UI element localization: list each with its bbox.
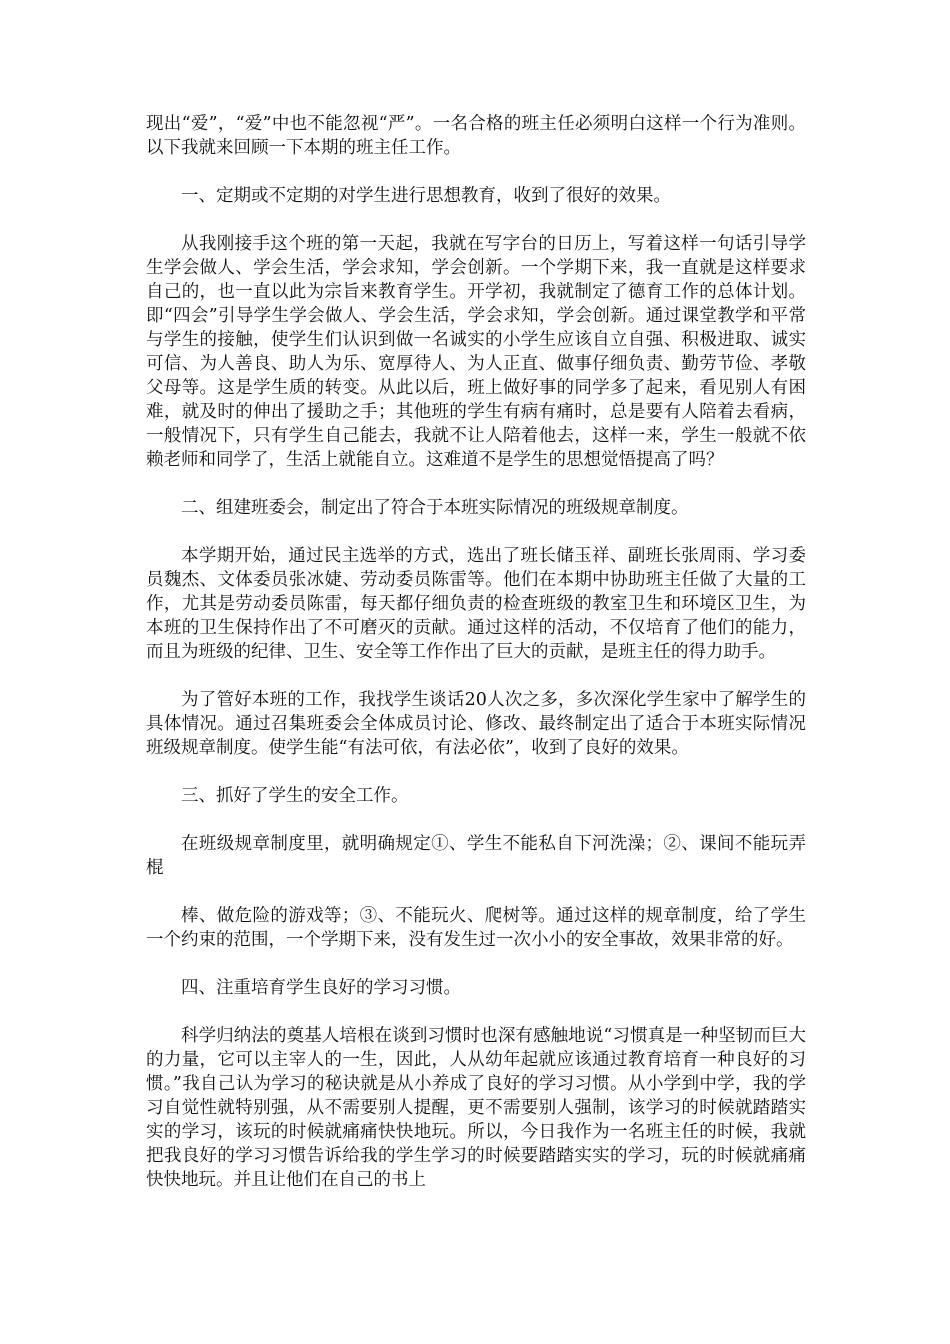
- document-page: [146, 112, 806, 1216]
- body-paragraph: 本学期开始，通过民主选举的方式，选出了班长储玉祥、副班长张周雨、学习委员魏杰、文体委员张冰婕、劳动委员陈雷等。他们在本期中协助班主任做了大量的工作，尤其是劳动委员陈雷，每天都仔细负责的检查班级的教室卫生和环境区卫生，为本班的卫生保持作出了不可磨灭的贡献。通过这样的活动，不仅培育了他们的能力，而且为班级的纪律、卫生、安全等工作作出了巨大的贡献，是班主任的得力助手。: [146, 546, 806, 662]
- body-paragraph: 为了管好本班的工作，我找学生谈话20人次之多，多次深化学生家中了解学生的具体情况。通过召集班委会全体成员讨论、修改、最终制定出了适合于本班实际情况班级规章制度。使学生能“有法可依，有法必依”，收到了良好的效果。: [146, 690, 806, 758]
- body-paragraph: 科学归纳法的奠基人培根在谈到习惯时也深有感触地说“习惯真是一种坚韧而巨大的力量，它可以主宰人的一生，因此，人从幼年起就应该通过教育培育一种良好的习惯。”我自己认为学习的秘诀就是从小养成了良好的学习习惯。从小学到中学，我的学习自觉性就特别强，从不需要别人提醒，更不需要别人强制，该学习的时候就踏踏实实的学习，该玩的时候就痛痛快快地玩。所以，今日我作为一名班主任的时候，我就把我良好的学习习惯告诉给我的学生学习的时候要踏踏实实的学习，玩的时候就痛痛快快地玩。并且让他们在自己的书上: [146, 1026, 806, 1190]
- section-heading-1: 一、定期或不定期的对学生进行思想教育，收到了很好的效果。: [181, 186, 671, 206]
- body-paragraph: 棒、做危险的游戏等；③、不能玩火、爬树等。通过这样的规章制度，给了学生一个约束的范围，一个学期下来，没有发生过一次小小的安全事故，效果非常的好。: [146, 906, 806, 950]
- body-paragraph: 从我刚接手这个班的第一天起，我就在写字台的日历上，写着这样一句话引导学生学会做人、学会生活，学会求知，学会创新。一个学期下来，我一直就是这样要求自己的，也一直以此为宗旨来教育学生。开学初，我就制定了德育工作的总体计划。即“四会”引导学生学会做人、学会生活，学会求知，学会创新。通过课堂教学和平常与学生的接触，使学生们认识到做一名诚实的小学生应该自立自强、积极进取、诚实可信、为人善良、助人为乐、宽厚待人、为人正直、做事仔细负责、勤劳节俭、孝敬父母等。这是学生质的转变。从此以后，班上做好事的同学多了起来，看见别人有困难，就及时的伸出了援助之手；其他班的学生有病有痛时，总是要有人陪着去看病，一般情况下，只有学生自己能去，我就不让人陪着他去，这样一来，学生一般就不依赖老师和同学了，生活上就能自立。这难道不是学生的思想觉悟提高了吗？: [146, 234, 806, 470]
- section-heading-3: 三、抓好了学生的安全工作。: [181, 786, 409, 806]
- body-paragraph: 在班级规章制度里，就明确规定①、学生不能私自下河洗澡；②、课间不能玩弄棍: [146, 834, 806, 878]
- section-heading-4: 四、注重培育学生良好的学习习惯。: [181, 978, 461, 998]
- body-paragraph-intro: 现出“爱”，“爱”中也不能忽视“严”。一名合格的班主任必须明白这样一个行为准则。以下我就来回顾一下本期的班主任工作。: [146, 114, 806, 158]
- section-heading-2: 二、组建班委会，制定出了符合于本班实际情况的班级规章制度。: [181, 498, 689, 518]
